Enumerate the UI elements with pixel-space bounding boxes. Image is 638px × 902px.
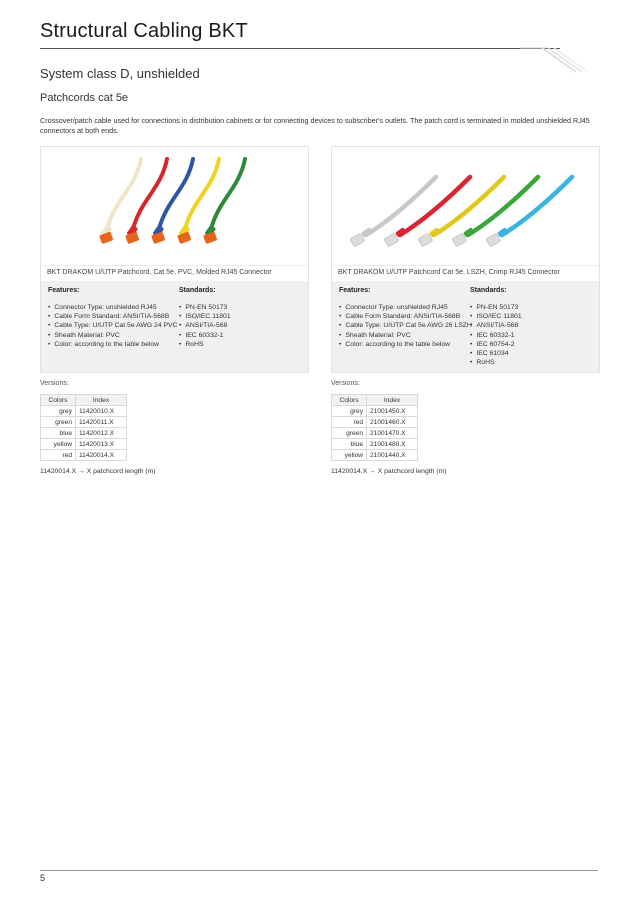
length-note: 11420014.X → X patchcord length (m) xyxy=(40,468,156,475)
footer-rule xyxy=(40,870,598,871)
patchcord-cable-icon xyxy=(203,159,245,244)
column-header-colors: Colors xyxy=(332,395,367,406)
index-cell: 21001440.X xyxy=(367,450,418,461)
index-cell: 11420011.X xyxy=(76,417,127,428)
decorative-stripes xyxy=(520,44,600,76)
table-row xyxy=(332,439,418,450)
standards-heading: Standards: xyxy=(470,287,507,294)
page-number: 5 xyxy=(40,873,46,883)
feature-item: • Cable Form Standard: ANSI/TIA-568B xyxy=(339,312,472,321)
column-header-index: Index xyxy=(76,395,127,406)
feature-item: • Color: according to the table below xyxy=(339,340,472,349)
standards-heading: Standards: xyxy=(179,287,216,294)
versions-label: Versions: xyxy=(331,380,360,387)
versions-label: Versions: xyxy=(40,380,69,387)
index-cell: 11420012.X xyxy=(76,428,127,439)
page-title: Structural Cabling BKT xyxy=(40,20,248,42)
table-row xyxy=(41,417,127,428)
color-cell: grey xyxy=(41,406,76,417)
product-card-molded xyxy=(40,146,309,373)
standard-item: • IEC 60754-2 xyxy=(470,340,522,349)
color-cell: grey xyxy=(332,406,367,417)
standard-item: • IEC 60332-1 xyxy=(470,331,522,340)
feature-item: • Cable Type: U/UTP Cat 5e AWG 26 LSZH xyxy=(339,321,472,330)
table-row xyxy=(332,450,418,461)
product-card-crimp xyxy=(331,146,600,373)
standard-item: • ISO/IEC 11801 xyxy=(470,312,522,321)
color-cell: red xyxy=(332,417,367,428)
features-heading: Features: xyxy=(339,287,371,294)
color-cell: green xyxy=(332,428,367,439)
standard-item: • RoHS xyxy=(470,358,522,367)
versions-table xyxy=(40,394,127,461)
feature-item: • Connector Type: unshielded RJ45 xyxy=(339,303,472,312)
table-row xyxy=(41,428,127,439)
feature-item: • Color: according to the table below xyxy=(48,340,177,349)
color-cell: green xyxy=(41,417,76,428)
section-heading: Patchcords cat 5e xyxy=(40,92,129,104)
table-row xyxy=(41,450,127,461)
index-cell: 21001480.X xyxy=(367,439,418,450)
index-cell: 21001450.X xyxy=(367,406,418,417)
feature-item: • Sheath Material: PVC xyxy=(48,331,177,340)
index-cell: 21001460.X xyxy=(367,417,418,428)
product-title: BKT DRAKOM U/UTP Patchcord Cat 5e, LSZH, Crimp RJ45 Connector xyxy=(338,269,560,276)
features-list xyxy=(48,303,177,349)
spec-panel xyxy=(332,281,599,372)
standard-item: • ANSI/TIA-568 xyxy=(179,321,231,330)
index-cell: 11420010.X xyxy=(76,406,127,417)
standards-list xyxy=(179,303,231,349)
section-description: Crossover/patch cable used for connections in distribution cabinets or for connecting devices to subscriber's outlets. The patch cord is terminated in molded unshielded RJ45 connectors at both ends. xyxy=(40,116,590,135)
feature-item: • Sheath Material: PVC xyxy=(339,331,472,340)
index-cell: 11420014.X xyxy=(76,450,127,461)
feature-item: • Cable Type: U/UTP Cat 5e AWG 24 PVC xyxy=(48,321,177,330)
column-header-colors: Colors xyxy=(41,395,76,406)
color-cell: yellow xyxy=(332,450,367,461)
table-row xyxy=(41,406,127,417)
length-note: 11420014.X → X patchcord length (m) xyxy=(331,468,447,475)
table-row xyxy=(332,417,418,428)
standard-item: • ISO/IEC 11801 xyxy=(179,312,231,321)
product-title: BKT DRAKOM U/UTP Patchcord, Cat 5e, PVC, Molded RJ45 Connector xyxy=(47,269,272,276)
spec-panel xyxy=(41,281,308,372)
feature-item: • Connector Type: unshielded RJ45 xyxy=(48,303,177,312)
product-image-crimp xyxy=(332,147,599,266)
standard-item: • PN-EN 50173 xyxy=(179,303,231,312)
product-image-molded xyxy=(41,147,308,266)
index-cell: 11420013.X xyxy=(76,439,127,450)
table-row xyxy=(41,439,127,450)
page-subtitle: System class D, unshielded xyxy=(40,66,200,81)
features-list xyxy=(339,303,472,349)
standard-item: • ANSI/TIA-568 xyxy=(470,321,522,330)
versions-table xyxy=(331,394,418,461)
color-cell: red xyxy=(41,450,76,461)
standard-item: • IEC 60332-1 xyxy=(179,331,231,340)
table-header-row xyxy=(41,395,127,406)
title-rule xyxy=(40,48,560,49)
color-cell: blue xyxy=(332,439,367,450)
color-cell: yellow xyxy=(41,439,76,450)
color-cell: blue xyxy=(41,428,76,439)
features-heading: Features: xyxy=(48,287,80,294)
feature-item: • Cable Form Standard: ANSI/TIA-568B xyxy=(48,312,177,321)
standards-list xyxy=(470,303,522,367)
index-cell: 21001470.X xyxy=(367,428,418,439)
table-header-row xyxy=(332,395,418,406)
standard-item: • IEC 61034 xyxy=(470,349,522,358)
standard-item: • PN-EN 50173 xyxy=(470,303,522,312)
table-row xyxy=(332,428,418,439)
standard-item: • RoHS xyxy=(179,340,231,349)
column-header-index: Index xyxy=(367,395,418,406)
table-row xyxy=(332,406,418,417)
